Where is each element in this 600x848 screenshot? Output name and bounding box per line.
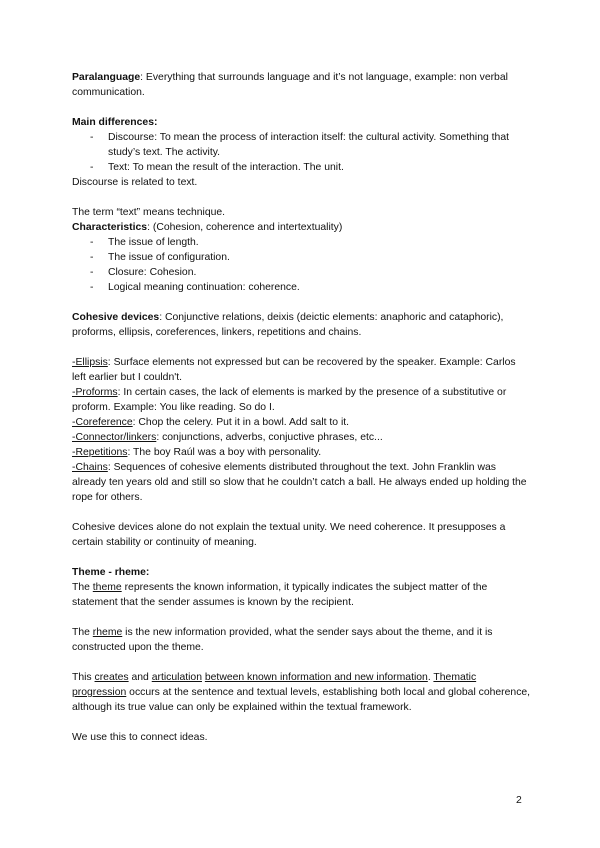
device-proforms — [72, 385, 532, 415]
list-item: - Discourse: To mean the process of interaction itself: the cultural activity. Something that study’s text. The activity. — [72, 130, 532, 160]
main-differences-list — [72, 130, 532, 175]
paralanguage-paragraph — [72, 70, 532, 100]
page-number: 2 — [516, 795, 522, 806]
closing-line: We use this to connect ideas. — [72, 732, 208, 743]
device-text: : Sequences of cohesive elements distributed throughout the text. John Franklin was already ten years old and still so slow that he couldn’t catch a ball. He always ended up holding the rope for others. — [72, 462, 527, 503]
device-repetitions — [72, 445, 532, 460]
theme-paragraph: The theme represents the known information, it typically indicates the subject matter of the statement that the sender assumes is known by the recipient. — [72, 582, 488, 608]
device-term: -Chains — [72, 462, 108, 473]
device-ellipsis — [72, 355, 532, 385]
list-item: - The issue of length. — [72, 235, 532, 250]
device-text: : Chop the celery. Put it in a bowl. Add salt to it. — [132, 417, 350, 428]
paralanguage-term: Paralanguage — [72, 72, 141, 83]
device-term: -Ellipsis — [72, 357, 108, 368]
document-body — [72, 70, 532, 745]
device-chains — [72, 460, 532, 505]
list-item: - Text: To mean the result of the interaction. The unit. — [72, 160, 532, 175]
list-item: - The issue of configuration. — [72, 250, 532, 265]
main-differences-heading: Main differences: — [72, 117, 158, 128]
coherence-paragraph: Cohesive devices alone do not explain the textual unity. We need coherence. It presupposes a certain stability or continuity of meaning. — [72, 522, 506, 548]
technique-line: The term “text” means technique. — [72, 207, 226, 218]
cohesive-devices-paragraph — [72, 310, 532, 340]
paralanguage-text: : Everything that surrounds language and it’s not language, example: non verbal communication. — [72, 72, 508, 98]
device-term: -Coreference — [72, 417, 133, 428]
cohesive-devices-text: : Conjunctive relations, deixis (deictic elements: anaphoric and cataphoric), proforms, ellipsis, coreferences, linkers, repetitions and chains. — [72, 312, 504, 338]
theme-word: theme — [92, 582, 122, 593]
device-connectors — [72, 430, 532, 445]
rheme-paragraph: The rheme is the new information provided, what the sender says about the theme, and it is constructed upon the theme. — [72, 627, 493, 653]
rheme-word: rheme — [92, 627, 123, 638]
discourse-note: Discourse is related to text. — [72, 177, 198, 188]
device-coreference — [72, 415, 532, 430]
device-term: -Connector/linkers — [72, 432, 157, 443]
characteristics-term: Characteristics — [72, 222, 148, 233]
device-term: -Proforms — [72, 387, 118, 398]
list-item: - Closure: Cohesion. — [72, 265, 532, 280]
characteristics-text: : (Cohesion, coherence and intertextuality) — [147, 222, 343, 233]
theme-rheme-heading: Theme - rheme: — [72, 567, 150, 578]
cohesive-devices-term: Cohesive devices — [72, 312, 160, 323]
device-text: : The boy Raúl was a boy with personality. — [127, 447, 322, 458]
device-text: : conjunctions, adverbs, conjuctive phrases, etc... — [156, 432, 383, 443]
list-item: - Logical meaning continuation: coherence. — [72, 280, 532, 295]
characteristics-line — [72, 220, 532, 235]
device-text: : Surface elements not expressed but can be recovered by the speaker. Example: Carlos left earlier but I couldn't. — [72, 357, 516, 383]
device-text: : In certain cases, the lack of elements is marked by the presence of a substitutive or proform. Example: You like reading. So do I. — [72, 387, 507, 413]
device-term: -Repetitions — [72, 447, 128, 458]
characteristics-list — [72, 235, 532, 295]
thematic-progression-paragraph: This creates and articulation between known information and new information. Thematic progression occurs at the sentence and textual levels, establishing both local and global coherence, although its true value can only be explained within the textual framework. — [72, 672, 531, 713]
